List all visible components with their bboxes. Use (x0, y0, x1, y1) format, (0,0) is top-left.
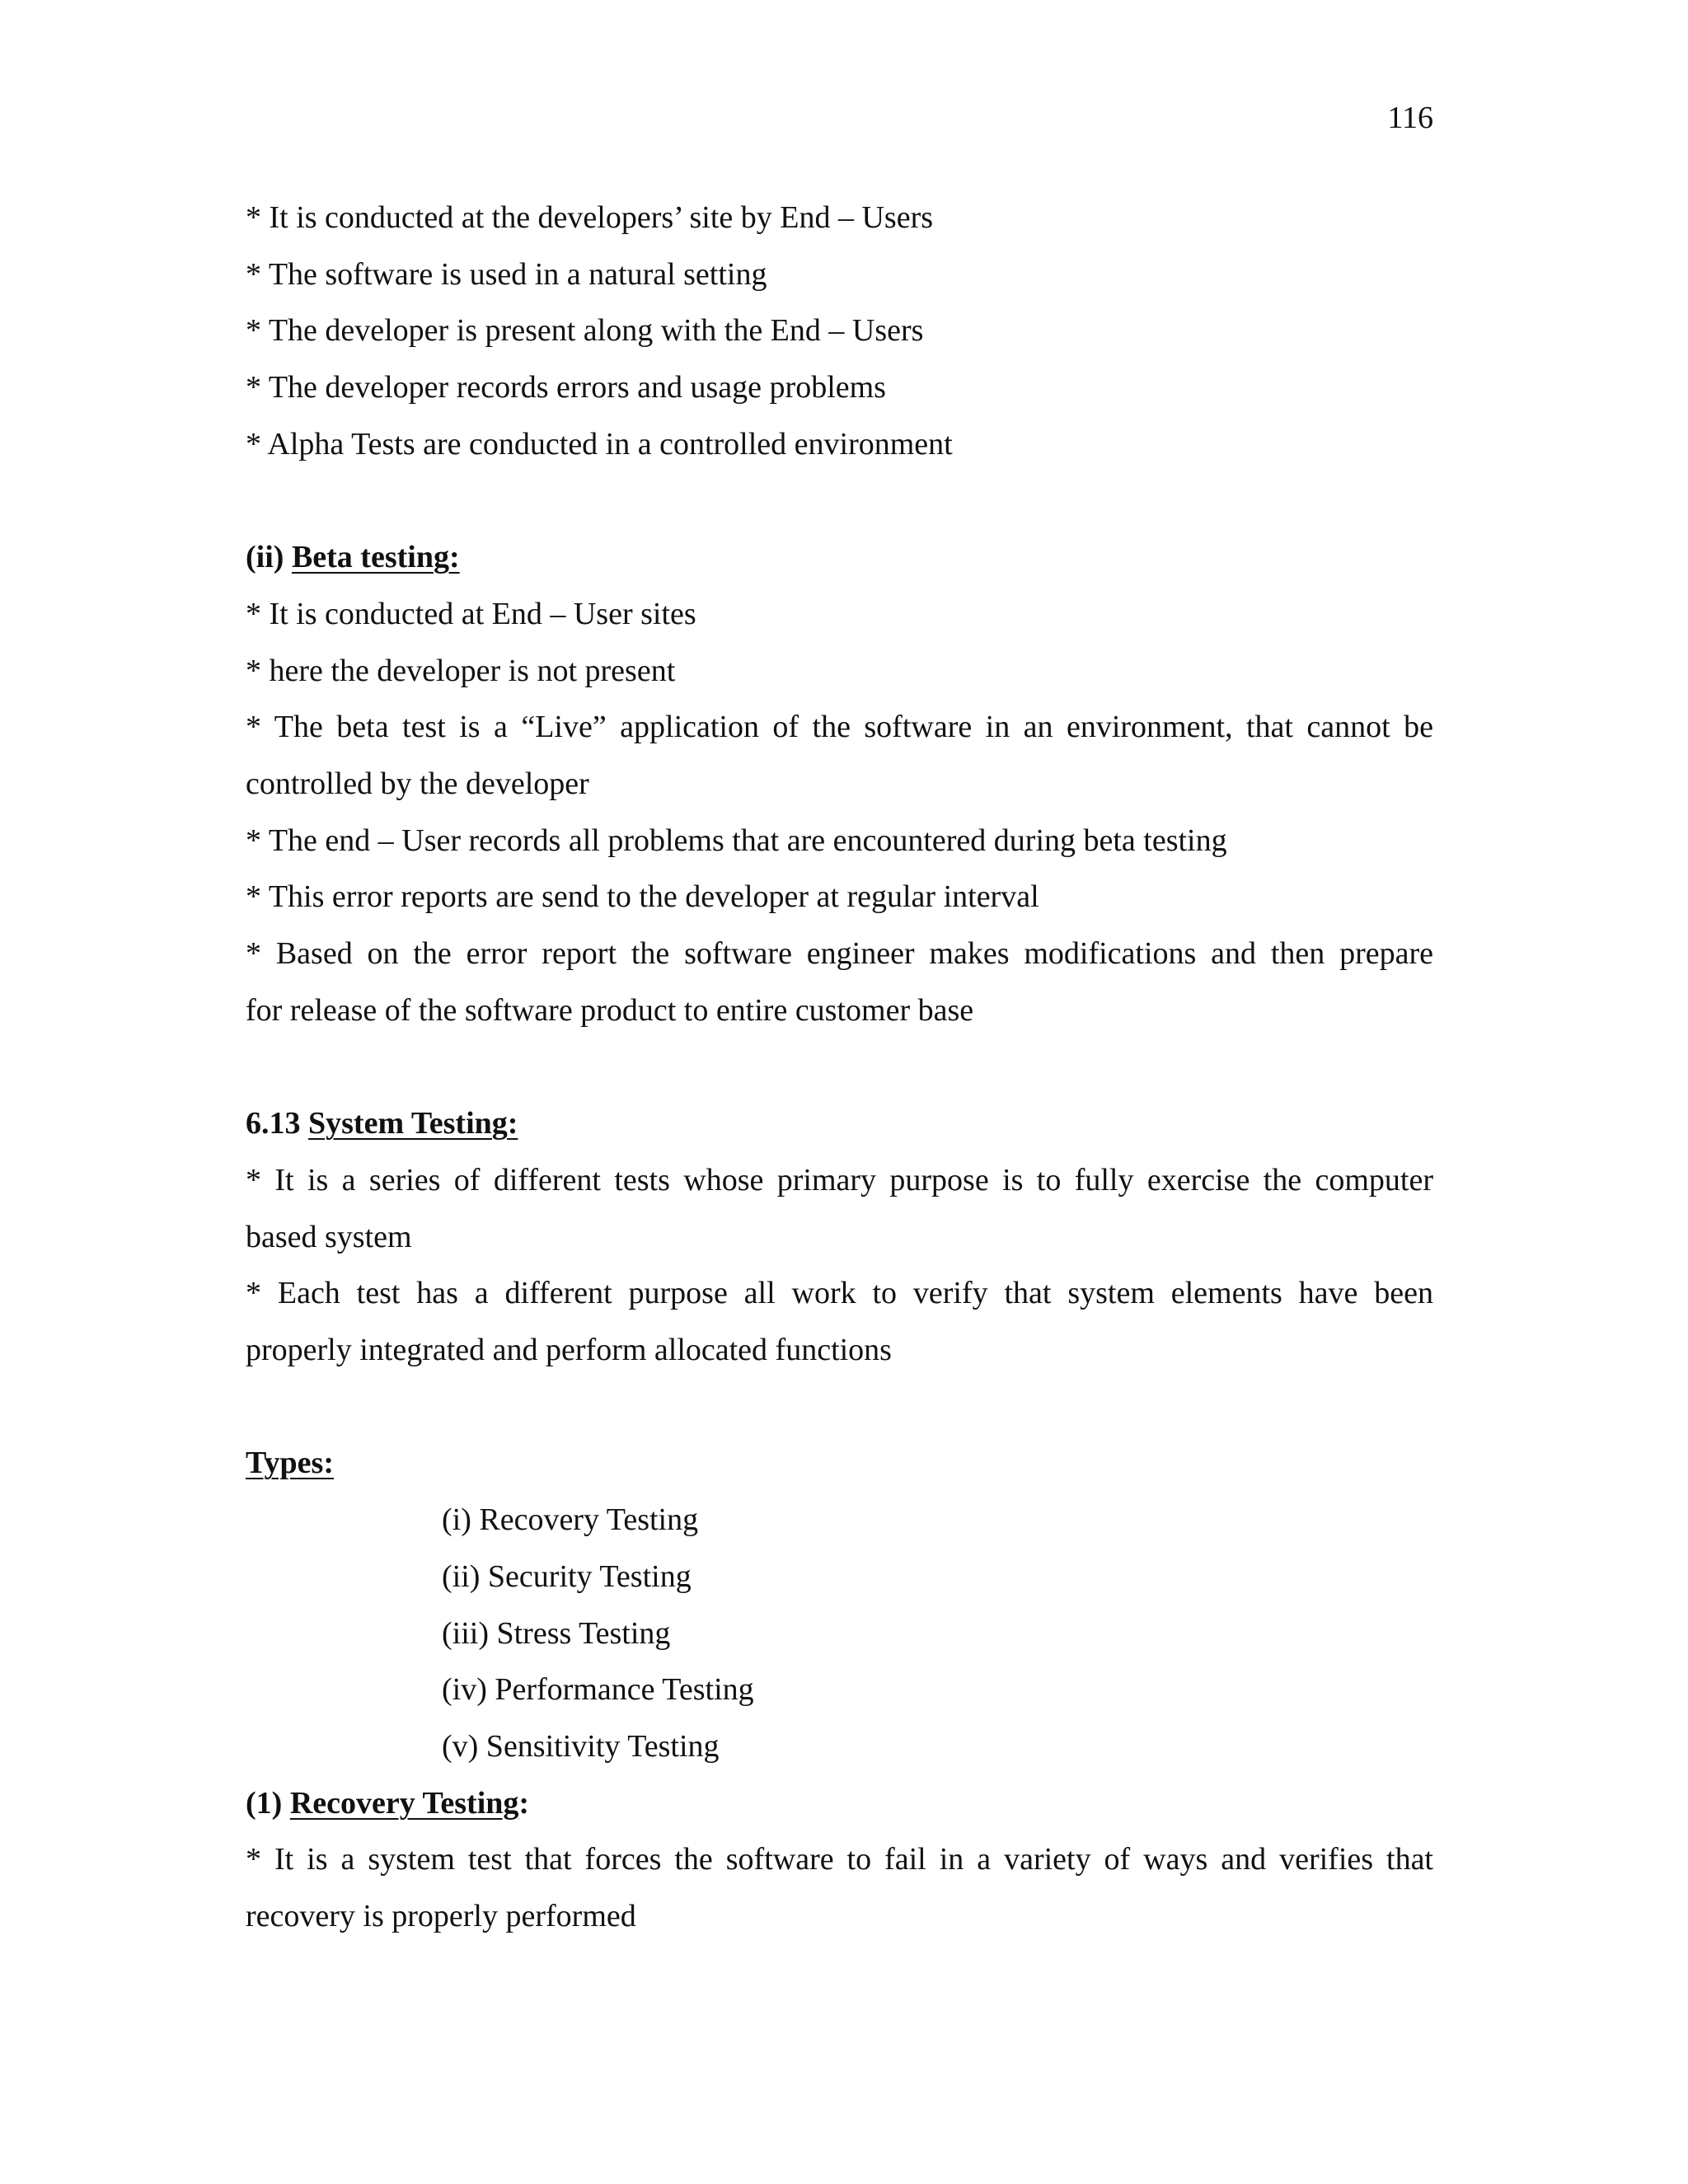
alpha-testing-points (246, 190, 1433, 473)
recovery-heading-title: Recovery Testing (289, 1785, 519, 1821)
type-item-security: (ii) Security Testing (442, 1558, 692, 1594)
beta-point: * here the developer is not present (246, 653, 676, 688)
type-item-sensitivity: (v) Sensitivity Testing (442, 1728, 720, 1764)
alpha-point: * The developer records errors and usage problems (246, 370, 886, 405)
page-body (246, 190, 1433, 1945)
section-gap (246, 1379, 1433, 1436)
beta-point: * The end – User records all problems that are encountered during beta testing (246, 823, 1227, 858)
beta-point-continuation: for release of the software product to entire customer base (246, 992, 974, 1028)
type-item-performance: (iv) Performance Testing (442, 1672, 754, 1708)
system-point: * It is a series of different tests whose primary purpose is to fully exercise the computer (246, 1162, 1433, 1197)
beta-heading-prefix: (ii) (246, 540, 292, 575)
recovery-testing-heading (246, 1775, 1433, 1832)
system-heading-title: System Testing: (308, 1106, 518, 1141)
recovery-heading-suffix: : (518, 1785, 530, 1821)
system-point-continuation: properly integrated and perform allocated functions (246, 1333, 892, 1368)
beta-point: * Based on the error report the software engineer makes modifications and then prepare (246, 936, 1433, 972)
section-gap (246, 473, 1433, 530)
page-number: 116 (1387, 101, 1433, 135)
alpha-point: * The developer is present along with the End – Users (246, 313, 924, 349)
type-item-stress: (iii) Stress Testing (442, 1615, 671, 1651)
alpha-point: * Alpha Tests are conducted in a controlled environment (246, 426, 953, 462)
system-point: * Each test has a different purpose all work to verify that system elements have been (246, 1276, 1433, 1311)
system-testing-heading (246, 1095, 1433, 1152)
system-heading-number: 6.13 (246, 1106, 308, 1141)
alpha-point: * The software is used in a natural setting (246, 256, 767, 292)
types-section (246, 1435, 1433, 1774)
section-gap (246, 1039, 1433, 1096)
recovery-testing-section (246, 1775, 1433, 1945)
type-item-recovery: (i) Recovery Testing (442, 1502, 699, 1538)
system-point-continuation: based system (246, 1219, 412, 1254)
types-heading-title: Types: (246, 1446, 334, 1481)
beta-point: * The beta test is a “Live” application of the software in an environment, that cannot be (246, 710, 1433, 745)
types-heading (246, 1435, 1433, 1492)
alpha-point: * It is conducted at the developers’ site by End – Users (246, 200, 934, 235)
system-testing-section (246, 1095, 1433, 1379)
recovery-heading-prefix: (1) (246, 1785, 290, 1821)
beta-testing-section (246, 529, 1433, 1038)
recovery-point-continuation: recovery is properly performed (246, 1899, 636, 1934)
beta-point: * It is conducted at End – User sites (246, 596, 696, 631)
beta-point-continuation: controlled by the developer (246, 766, 589, 802)
recovery-point: * It is a system test that forces the software to fail in a variety of ways and verifies that (246, 1842, 1433, 1877)
beta-heading-title: Beta testing: (291, 540, 460, 575)
beta-testing-heading (246, 529, 1433, 586)
beta-point: * This error reports are send to the developer at regular interval (246, 879, 1039, 915)
